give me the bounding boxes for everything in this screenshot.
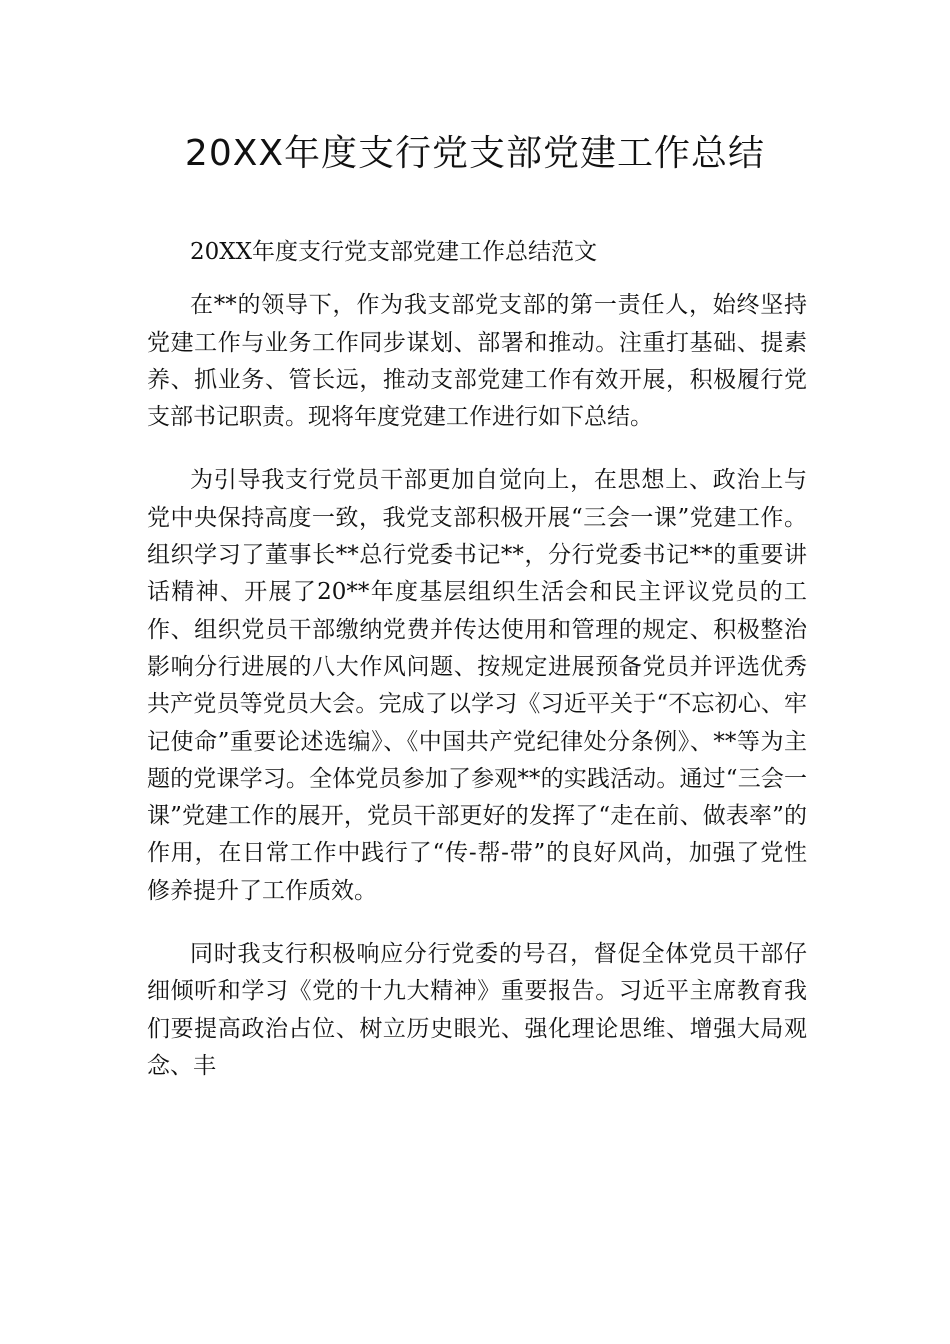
paragraph-three-meetings: 为引导我支行党员干部更加自觉向上，在思想上、政治上与党中央保持高度一致，我党支部积极开展“三会一课”党建工作。组织学习了董事长**总行党委书记**，分行党委书记**的重要讲话精神、开展了20**年度基层组织生活会和民主评议党员的工作、组织党员干部缴纳党费并传达使用和管理的规定、积极整治影响分行进展的八大作风问题、按规定进展预备党员并评选优秀共产党员等党员大会。完成了以学习《习近平关于“不忘初心、牢记使命”重要论述选编》、《中国共产党纪律处分条例》、**等为主题的党课学习。全体党员参加了参观**的实践活动。通过“三会一课”党建工作的展开，党员干部更好的发挥了“走在前、做表率”的作用，在日常工作中践行了“传-帮-带”的良好风尚，加强了党性修养提升了工作质效。 bbox=[147, 467, 807, 904]
document-title: 20XX年度支行党支部党建工作总结 bbox=[184, 133, 766, 174]
document-subtitle: 20XX年度支行党支部党建工作总结范文 bbox=[190, 239, 598, 265]
document-body bbox=[147, 234, 807, 1111]
paragraph-intro: 在**的领导下，作为我支部党支部的第一责任人，始终坚持党建工作与业务工作同步谋划、部署和推动。注重打基础、提素养、抓业务、管长远，推动支部党建工作有效开展，积极履行党支部书记职责。现将年度党建工作进行如下总结。 bbox=[147, 292, 807, 431]
paragraph-nineteenth-congress: 同时我支行积极响应分行党委的号召，督促全体党员干部仔细倾听和学习《党的十九大精神》重要报告。习近平主席教育我们要提高政治占位、树立历史眼光、强化理论思维、增强大局观念、丰 bbox=[147, 941, 807, 1079]
